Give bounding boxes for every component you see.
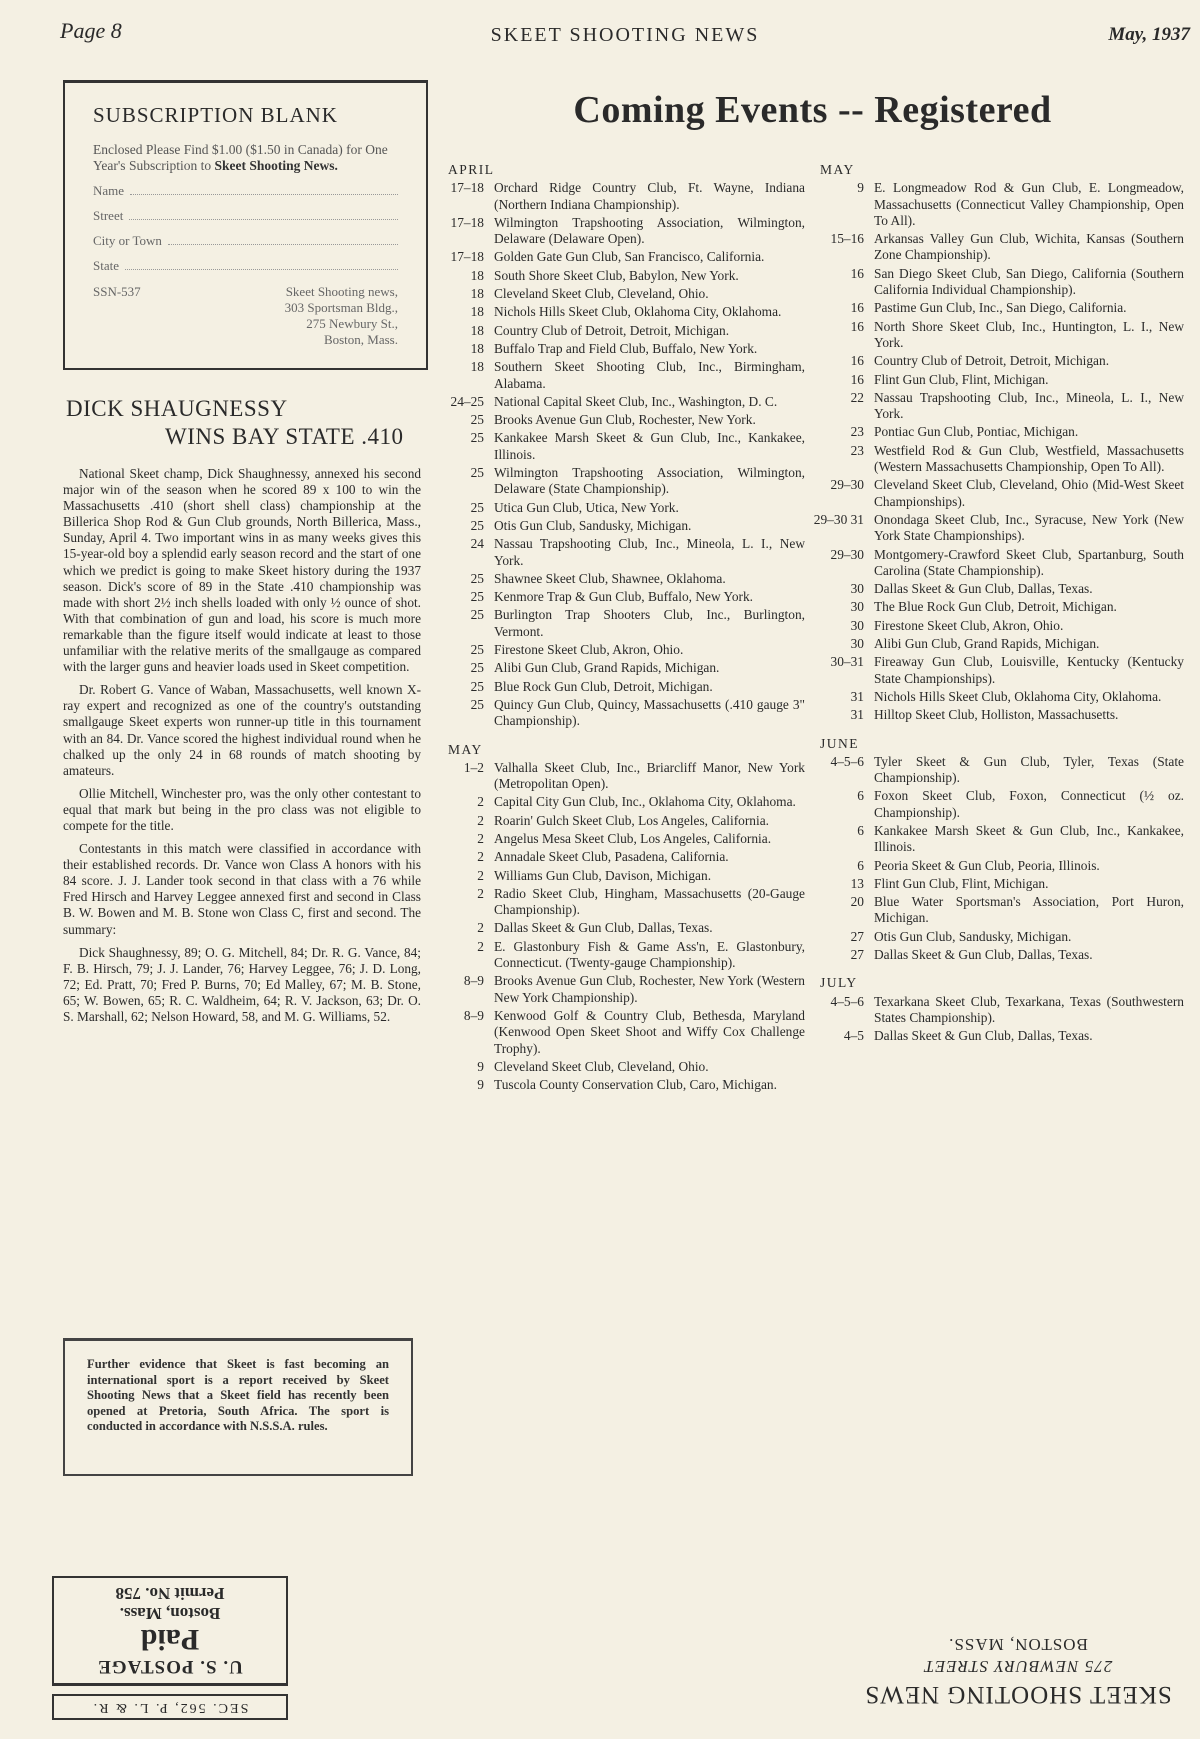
event-description: North Shore Skeet Club, Inc., Huntington, L. I., New York. bbox=[874, 318, 1184, 350]
event-description: Dallas Skeet & Gun Club, Dallas, Texas. bbox=[494, 920, 713, 936]
event-entry bbox=[440, 831, 805, 847]
event-entry bbox=[440, 323, 805, 339]
event-date: 30–31 bbox=[830, 654, 864, 670]
event-entry bbox=[812, 300, 1184, 316]
event-entry bbox=[440, 1008, 805, 1057]
event-entry bbox=[440, 268, 805, 284]
permit-sec-line: SEC. 562, P. L. & R. bbox=[52, 1694, 288, 1720]
street-field-label: Street bbox=[93, 208, 124, 223]
event-description: Montgomery-Crawford Skeet Club, Spartanburg, South Carolina (State Championship). bbox=[874, 546, 1184, 578]
event-entry bbox=[812, 266, 1184, 299]
event-entry bbox=[812, 424, 1184, 440]
event-date: 18 bbox=[470, 304, 484, 320]
event-date: 6 bbox=[857, 857, 864, 873]
event-description: Capital City Gun Club, Inc., Oklahoma City, Oklahoma. bbox=[494, 794, 796, 810]
event-entry bbox=[812, 231, 1184, 264]
event-entry bbox=[440, 642, 805, 658]
event-description: Peoria Skeet & Gun Club, Peoria, Illinois. bbox=[874, 857, 1100, 873]
event-entry bbox=[440, 607, 805, 640]
event-entry bbox=[440, 430, 805, 463]
return-line-1: SKEET SHOOTING NEWS bbox=[864, 1681, 1172, 1708]
event-entry bbox=[812, 581, 1184, 597]
event-date: 4–5 bbox=[843, 1028, 864, 1044]
address-line: 275 Newbury St., bbox=[306, 316, 398, 331]
event-description: Orchard Ridge Country Club, Ft. Wayne, Indiana (Northern Indiana Championship). bbox=[494, 180, 805, 212]
event-description: Utica Gun Club, Utica, New York. bbox=[494, 499, 679, 515]
permit-line-3: Boston, Mass. bbox=[119, 1604, 221, 1623]
event-date: 15–16 bbox=[830, 231, 864, 247]
month-heading: MAY bbox=[448, 741, 483, 757]
event-entry bbox=[812, 754, 1184, 787]
event-date: 22 bbox=[850, 389, 864, 405]
event-description: Pastime Gun Club, Inc., San Diego, California. bbox=[874, 300, 1127, 316]
event-date: 9 bbox=[477, 1058, 484, 1074]
event-date: 23 bbox=[850, 424, 864, 440]
subscription-blank bbox=[63, 80, 428, 370]
event-description: San Diego Skeet Club, San Diego, California (Southern California Individual Championship). bbox=[874, 265, 1184, 298]
event-date: 18 bbox=[470, 267, 484, 283]
event-date: 4–5–6 bbox=[830, 753, 864, 769]
article-paragraph: Dr. Robert G. Vance of Waban, Massachusetts, well known X-ray expert and recognized as one of the country's outstanding smallgauge Skeet experts won runner-up title in this tournament with an 84. Dr. Vance scored the highest individual round when he chalked up the only 24 in 68 rounds of match shooting by amateurs. bbox=[63, 682, 421, 778]
event-description: Flint Gun Club, Flint, Michigan. bbox=[874, 371, 1049, 387]
event-description: Brooks Avenue Gun Club, Rochester, New York. bbox=[494, 412, 756, 428]
event-entry bbox=[812, 894, 1184, 927]
event-date: 9 bbox=[477, 1077, 484, 1093]
event-date: 18 bbox=[470, 286, 484, 302]
subscription-text-bold: Skeet Shooting News. bbox=[214, 158, 338, 173]
event-entry bbox=[440, 920, 805, 936]
event-date: 2 bbox=[477, 920, 484, 936]
event-description: Williams Gun Club, Davison, Michigan. bbox=[494, 867, 712, 883]
event-description: Burlington Trap Shooters Club, Inc., Burlington, Vermont. bbox=[494, 607, 805, 639]
event-entry bbox=[440, 394, 805, 410]
city-field-label: City or Town bbox=[93, 233, 162, 248]
event-entry bbox=[812, 636, 1184, 652]
state-field-label: State bbox=[93, 258, 119, 273]
permit-line-1: U. S. POSTAGE bbox=[97, 1656, 243, 1677]
event-entry bbox=[440, 215, 805, 248]
article-paragraph: National Skeet champ, Dick Shaughnessy, annexed his second major win of the season when he scored 89 x 100 to win the Massachusetts .410 (short shell class) championship at the Billerica Shop Rod & Gun Club grounds, North Billerica, Mass., Sunday, April 4. Two important wins in as many weeks gives this 15-year-old boy a splendid early season record and the start of one which we predict is going to make Skeet history during the 1937 season. Dick's score of 89 in the State .410 championship was made with short 2½ inch shells loaded with only ½ ounce of shot. With that combination of gun and load, his score is much more remarkable than the figure itself would indicate at least to those unfamiliar with the relative merits of the smallgauge as compared with the larger guns and heavier loads used in Skeet competition. bbox=[63, 466, 421, 675]
events-title: Coming Events -- Registered bbox=[573, 89, 1052, 131]
event-entry bbox=[812, 689, 1184, 705]
event-description: Blue Water Sportsman's Association, Port Huron, Michigan. bbox=[874, 894, 1184, 926]
event-description: Kenmore Trap & Gun Club, Buffalo, New York. bbox=[494, 589, 754, 605]
issue-date: May, 1937 bbox=[1108, 24, 1190, 45]
event-date: 25 bbox=[470, 499, 484, 515]
event-date: 16 bbox=[850, 300, 864, 316]
event-description: National Capital Skeet Club, Inc., Washington, D. C. bbox=[494, 393, 778, 409]
permit-line-2: Paid bbox=[140, 1623, 200, 1656]
event-entry bbox=[812, 707, 1184, 723]
running-header bbox=[60, 18, 1190, 58]
event-date: 29–30 bbox=[830, 546, 864, 562]
subscription-title: SUBSCRIPTION BLANK bbox=[93, 103, 338, 127]
event-description: South Shore Skeet Club, Babylon, New York. bbox=[494, 267, 739, 283]
event-date: 23 bbox=[850, 442, 864, 458]
postage-permit bbox=[52, 1576, 288, 1720]
event-entry bbox=[812, 994, 1184, 1027]
name-field-label: Name bbox=[93, 183, 125, 198]
event-date: 30 bbox=[850, 636, 864, 652]
event-description: Wilmington Trapshooting Association, Wilmington, Delaware (State Championship). bbox=[494, 465, 805, 497]
events-column-left bbox=[440, 162, 805, 1095]
event-description: Cleveland Skeet Club, Cleveland, Ohio. bbox=[494, 286, 709, 302]
event-entry bbox=[440, 341, 805, 357]
event-date: 8–9 bbox=[463, 973, 484, 989]
event-entry bbox=[440, 973, 805, 1006]
event-date: 6 bbox=[857, 788, 864, 804]
month-heading: APRIL bbox=[448, 162, 495, 177]
event-entry bbox=[812, 180, 1184, 229]
event-description: Wilmington Trapshooting Association, Wilmington, Delaware (Delaware Open). bbox=[494, 214, 805, 247]
name-field[interactable] bbox=[93, 183, 398, 199]
address-line: 303 Sportsman Bldg., bbox=[284, 300, 398, 315]
event-date: 30 bbox=[850, 617, 864, 633]
state-field[interactable] bbox=[93, 258, 398, 274]
event-date: 25 bbox=[470, 570, 484, 586]
event-date: 2 bbox=[477, 794, 484, 810]
event-date: 24–25 bbox=[450, 393, 484, 409]
event-date: 18 bbox=[470, 359, 484, 375]
publication-name: SKEET SHOOTING NEWS bbox=[490, 24, 760, 46]
article-headline-2: WINS BAY STATE .410 bbox=[165, 424, 404, 449]
event-entry bbox=[440, 939, 805, 972]
event-entry bbox=[440, 180, 805, 213]
event-description: Arkansas Valley Gun Club, Wichita, Kansas (Southern Zone Championship). bbox=[874, 231, 1184, 263]
event-date: 25 bbox=[470, 412, 484, 428]
event-date: 31 bbox=[850, 688, 864, 704]
article-body bbox=[63, 466, 421, 1032]
event-entry bbox=[812, 929, 1184, 945]
event-entry bbox=[440, 500, 805, 516]
event-description: Cleveland Skeet Club, Cleveland, Ohio (Mid-West Skeet Championships). bbox=[874, 477, 1184, 509]
event-entry bbox=[440, 571, 805, 587]
page-number: Page 8 bbox=[60, 18, 122, 43]
event-entry bbox=[812, 443, 1184, 476]
event-description: Foxon Skeet Club, Foxon, Connecticut (½ oz. Championship). bbox=[874, 788, 1184, 820]
event-entry bbox=[812, 876, 1184, 892]
event-entry bbox=[812, 599, 1184, 615]
article-paragraph: Ollie Mitchell, Winchester pro, was the only other contestant to equal that mark but being in the pro class was not eligible to compete for the title. bbox=[63, 785, 421, 833]
event-description: Dallas Skeet & Gun Club, Dallas, Texas. bbox=[874, 947, 1093, 963]
event-entry bbox=[812, 654, 1184, 687]
event-date: 20 bbox=[850, 894, 864, 910]
event-date: 8–9 bbox=[463, 1007, 484, 1023]
event-description: E. Longmeadow Rod & Gun Club, E. Longmeadow, Massachusetts (Connecticut Valley Championship, Open To All). bbox=[874, 180, 1184, 228]
event-date: 16 bbox=[850, 265, 864, 281]
event-date: 2 bbox=[477, 938, 484, 954]
event-description: Annadale Skeet Club, Pasadena, California. bbox=[494, 849, 729, 865]
event-date: 29–30 bbox=[830, 477, 864, 493]
event-entry bbox=[440, 304, 805, 320]
event-date: 4–5–6 bbox=[830, 993, 864, 1009]
evidence-notice-box: Further evidence that Skeet is fast becoming an international sport is a report received by Skeet Shooting News that a Skeet field has recently been opened at Pretoria, South Africa. The sport is conducted in accordance with N.S.S.A. rules. bbox=[63, 1338, 413, 1476]
event-date: 17–18 bbox=[450, 180, 484, 196]
event-date: 9 bbox=[857, 180, 864, 196]
event-description: Kenwood Golf & Country Club, Bethesda, Maryland (Kenwood Open Skeet Shoot and Wiffy Cox Challenge Trophy). bbox=[494, 1007, 805, 1056]
event-date: 25 bbox=[470, 589, 484, 605]
month-heading: JULY bbox=[820, 975, 858, 991]
event-description: Golden Gate Gun Club, San Francisco, California. bbox=[494, 249, 765, 265]
permit-indicia bbox=[52, 1576, 288, 1686]
event-date: 30 bbox=[850, 581, 864, 597]
event-entry bbox=[812, 512, 1184, 545]
event-entry bbox=[440, 1077, 805, 1093]
subscription-address-block bbox=[93, 284, 398, 348]
event-entry bbox=[812, 947, 1184, 963]
event-description: Tuscola County Conservation Club, Caro, Michigan. bbox=[494, 1077, 777, 1093]
event-description: Firestone Skeet Club, Akron, Ohio. bbox=[494, 642, 684, 658]
event-date: 2 bbox=[477, 885, 484, 901]
month-heading: MAY bbox=[820, 162, 855, 177]
event-description: Cleveland Skeet Club, Cleveland, Ohio. bbox=[494, 1058, 709, 1074]
event-entry bbox=[812, 372, 1184, 388]
article-paragraph: Contestants in this match were classified in accordance with their established records. Dr. Vance won Class A honors with his 84 score. J. J. Lander took second in that class with a 76 while Fred Hirsch and Harvey Leggee annexed first and second in Class B. W. Bowen and M. B. Stone won Class C, first and second. The summary: bbox=[63, 841, 421, 937]
event-date: 25 bbox=[470, 642, 484, 658]
event-description: Nichols Hills Skeet Club, Oklahoma City, Oklahoma. bbox=[874, 688, 1162, 704]
event-entry bbox=[440, 697, 805, 730]
event-entry bbox=[812, 547, 1184, 580]
event-date: 25 bbox=[470, 517, 484, 533]
event-entry bbox=[812, 477, 1184, 510]
event-date: 31 bbox=[850, 707, 864, 723]
event-description: Kankakee Marsh Skeet & Gun Club, Inc., Kankakee, Illinois. bbox=[874, 822, 1184, 855]
event-description: The Blue Rock Gun Club, Detroit, Michigan. bbox=[874, 599, 1117, 615]
return-address bbox=[848, 1604, 1188, 1708]
event-date: 2 bbox=[477, 830, 484, 846]
event-date: 13 bbox=[850, 875, 864, 891]
event-date: 27 bbox=[850, 928, 864, 944]
ssn-code: SSN-537 bbox=[93, 284, 141, 299]
event-entry bbox=[440, 660, 805, 676]
event-date: 2 bbox=[477, 867, 484, 883]
event-description: Pontiac Gun Club, Pontiac, Michigan. bbox=[874, 424, 1079, 440]
event-description: Kankakee Marsh Skeet & Gun Club, Inc., Kankakee, Illinois. bbox=[494, 430, 805, 462]
event-entry bbox=[440, 286, 805, 302]
event-entry bbox=[440, 849, 805, 865]
event-description: E. Glastonbury Fish & Game Ass'n, E. Glastonbury, Connecticut. (Twenty-gauge Championship). bbox=[494, 938, 805, 971]
article-headline-1: DICK SHAUGNESSY bbox=[66, 396, 288, 421]
event-date: 25 bbox=[470, 696, 484, 712]
address-line: Skeet Shooting news, bbox=[285, 284, 398, 299]
event-entry bbox=[440, 679, 805, 695]
event-description: Firestone Skeet Club, Akron, Ohio. bbox=[874, 617, 1064, 633]
event-entry bbox=[440, 868, 805, 884]
event-date: 25 bbox=[470, 430, 484, 446]
event-description: Quincy Gun Club, Quincy, Massachusetts (.410 gauge 3" Championship). bbox=[494, 696, 805, 729]
event-entry bbox=[440, 589, 805, 605]
event-date: 16 bbox=[850, 371, 864, 387]
event-description: Dallas Skeet & Gun Club, Dallas, Texas. bbox=[874, 1028, 1093, 1044]
article-summary: Dick Shaughnessy, 89; O. G. Mitchell, 84; Dr. R. G. Vance, 84; F. B. Hirsch, 79; J. J. Lander, 76; Harvey Leggee, 76; J. D. Long, 72; Ed. Pratt, 70; Fred P. Burns, 70; Ed Malley, 67; M. B. Stone, 65; W. Bowen, 65; R. C. Waldheim, 64; R. V. Jackson, 63; Dr. O. S. Marshall, 62; Nelson Howard, 58, and M. G. Williams, 52. bbox=[63, 944, 421, 1024]
event-entry bbox=[440, 1059, 805, 1075]
event-entry bbox=[440, 465, 805, 498]
event-entry bbox=[440, 359, 805, 392]
permit-line-4: Permit No. 758 bbox=[115, 1584, 225, 1603]
event-date: 6 bbox=[857, 822, 864, 838]
event-description: Fireaway Gun Club, Louisville, Kentucky (Kentucky State Championships). bbox=[874, 654, 1184, 686]
return-line-2: 275 NEWBURY STREET bbox=[923, 1657, 1113, 1676]
event-description: Texarkana Skeet Club, Texarkana, Texas (Southwestern States Championship). bbox=[874, 993, 1184, 1025]
event-entry bbox=[812, 788, 1184, 821]
event-description: Tyler Skeet & Gun Club, Tyler, Texas (State Championship). bbox=[874, 753, 1184, 786]
address-line: Boston, Mass. bbox=[323, 332, 398, 347]
event-description: Buffalo Trap and Field Club, Buffalo, New York. bbox=[494, 340, 758, 356]
city-field[interactable] bbox=[93, 233, 398, 249]
event-description: Otis Gun Club, Sandusky, Michigan. bbox=[874, 928, 1072, 944]
event-entry bbox=[440, 760, 805, 793]
event-entry bbox=[812, 858, 1184, 874]
event-description: Roarin' Gulch Skeet Club, Los Angeles, California. bbox=[494, 812, 770, 828]
event-date: 29–30 31 bbox=[813, 511, 864, 527]
event-description: Nassau Trapshooting Club, Inc., Mineola, L. I., New York. bbox=[494, 536, 805, 568]
event-description: Alibi Gun Club, Grand Rapids, Michigan. bbox=[494, 660, 720, 676]
event-date: 18 bbox=[470, 340, 484, 356]
event-description: Westfield Rod & Gun Club, Westfield, Massachusetts (Western Massachusetts Championship, Open To All). bbox=[874, 442, 1184, 475]
street-field[interactable] bbox=[93, 208, 398, 224]
event-description: Radio Skeet Club, Hingham, Massachusetts (20-Gauge Championship). bbox=[494, 885, 805, 918]
event-entry bbox=[812, 353, 1184, 369]
event-description: Hilltop Skeet Club, Holliston, Massachusetts. bbox=[874, 707, 1119, 723]
event-description: Blue Rock Gun Club, Detroit, Michigan. bbox=[494, 678, 713, 694]
event-entry bbox=[440, 536, 805, 569]
event-date: 24 bbox=[470, 536, 484, 552]
event-description: Country Club of Detroit, Detroit, Michigan. bbox=[874, 353, 1110, 369]
event-entry bbox=[440, 249, 805, 265]
event-description: Onondaga Skeet Club, Inc., Syracuse, New York (New York State Championships). bbox=[874, 511, 1184, 544]
subscription-text-plain: Enclosed Please Find $1.00 ($1.50 in Canada) for One Year's Subscription to bbox=[93, 142, 388, 173]
event-entry bbox=[812, 390, 1184, 423]
event-date: 25 bbox=[470, 607, 484, 623]
event-description: Nichols Hills Skeet Club, Oklahoma City, Oklahoma. bbox=[494, 304, 782, 320]
event-date: 2 bbox=[477, 812, 484, 828]
event-description: Flint Gun Club, Flint, Michigan. bbox=[874, 875, 1049, 891]
event-date: 17–18 bbox=[450, 214, 484, 230]
event-description: Brooks Avenue Gun Club, Rochester, New York (Western New York Championship). bbox=[494, 973, 805, 1005]
event-entry bbox=[440, 886, 805, 919]
event-description: Southern Skeet Shooting Club, Inc., Birmingham, Alabama. bbox=[494, 359, 805, 391]
event-description: Nassau Trapshooting Club, Inc., Mineola, L. I., New York. bbox=[874, 389, 1184, 422]
event-description: Dallas Skeet & Gun Club, Dallas, Texas. bbox=[874, 581, 1093, 597]
month-heading: JUNE bbox=[820, 735, 859, 751]
events-column-right bbox=[812, 162, 1184, 1047]
event-date: 25 bbox=[470, 678, 484, 694]
event-date: 27 bbox=[850, 947, 864, 963]
subscription-text bbox=[93, 142, 398, 174]
return-line-3: BOSTON, MASS. bbox=[948, 1635, 1088, 1654]
event-description: Country Club of Detroit, Detroit, Michigan. bbox=[494, 322, 730, 338]
event-entry bbox=[440, 813, 805, 829]
event-entry bbox=[440, 412, 805, 428]
event-date: 30 bbox=[850, 599, 864, 615]
event-description: Alibi Gun Club, Grand Rapids, Michigan. bbox=[874, 636, 1100, 652]
event-entry bbox=[812, 319, 1184, 352]
event-date: 17–18 bbox=[450, 249, 484, 265]
event-description: Otis Gun Club, Sandusky, Michigan. bbox=[494, 517, 692, 533]
event-entry bbox=[440, 794, 805, 810]
event-description: Angelus Mesa Skeet Club, Los Angeles, California. bbox=[494, 830, 772, 846]
event-description: Valhalla Skeet Club, Inc., Briarcliff Manor, New York (Metropolitan Open). bbox=[494, 759, 805, 792]
event-date: 16 bbox=[850, 353, 864, 369]
event-entry bbox=[812, 823, 1184, 856]
event-date: 16 bbox=[850, 318, 864, 334]
event-date: 2 bbox=[477, 849, 484, 865]
event-description: Shawnee Skeet Club, Shawnee, Oklahoma. bbox=[494, 570, 726, 586]
event-date: 25 bbox=[470, 660, 484, 676]
event-entry bbox=[812, 1028, 1184, 1044]
event-date: 25 bbox=[470, 465, 484, 481]
event-date: 1–2 bbox=[463, 759, 484, 775]
mailing-address bbox=[213, 284, 398, 348]
event-entry bbox=[440, 518, 805, 534]
event-entry bbox=[812, 618, 1184, 634]
event-date: 18 bbox=[470, 322, 484, 338]
